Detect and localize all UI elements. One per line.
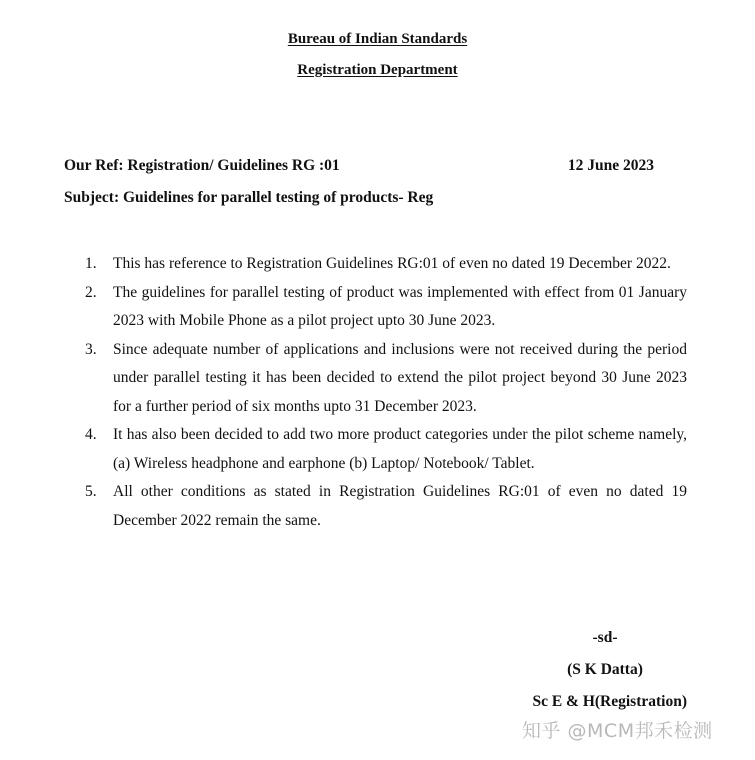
list-item [85,421,687,478]
list-item [85,336,687,422]
department-title: Registration Department [297,62,458,78]
subject-line: Subject: Guidelines for parallel testing of products- Reg [64,189,434,206]
signature-sd: -sd- [592,629,618,646]
list-item-number: 2. [85,283,97,301]
list-item-number: 3. [85,340,97,358]
organization-title: Bureau of Indian Standards [287,31,468,47]
list-item-number: 5. [85,483,97,500]
list-item [85,250,687,279]
reference-row [64,157,654,175]
points-list [85,250,687,535]
signatory-title: Sc E & H(Registration) [532,693,687,710]
list-item-text: All other conditions as stated in Registration Guidelines RG:01 of even no dated 19 December 2022 remain the same. [113,483,687,529]
list-item-text: It has also been decided to add two more product categories under the pilot scheme namely, (a) Wireless headphone and earphone (b) Laptop/ Notebook/ Tablet. [113,426,687,472]
document-date: 12 June 2023 [567,157,654,174]
list-item [85,279,687,336]
list-item [85,478,687,535]
watermark: 知乎 @MCM邦禾检测 [522,720,713,742]
list-item-number: 4. [85,426,97,443]
list-item-text: Since adequate number of applications and inclusions were not received during the period under parallel testing it has been decided to extend the pilot project beyond 30 June 2023 for a further period of six months upto 31 December 2023. [113,340,687,415]
list-item-text: The guidelines for parallel testing of product was implemented with effect from 01 January 2023 with Mobile Phone as a pilot project upto 30 June 2023. [113,283,687,329]
list-item-number: 1. [85,255,97,272]
reference-number: Our Ref: Registration/ Guidelines RG :01 [64,157,340,174]
signatory-name: (S K Datta) [567,661,643,678]
list-item-text: This has reference to Registration Guidelines RG:01 of even no dated 19 December 2022. [113,255,671,272]
